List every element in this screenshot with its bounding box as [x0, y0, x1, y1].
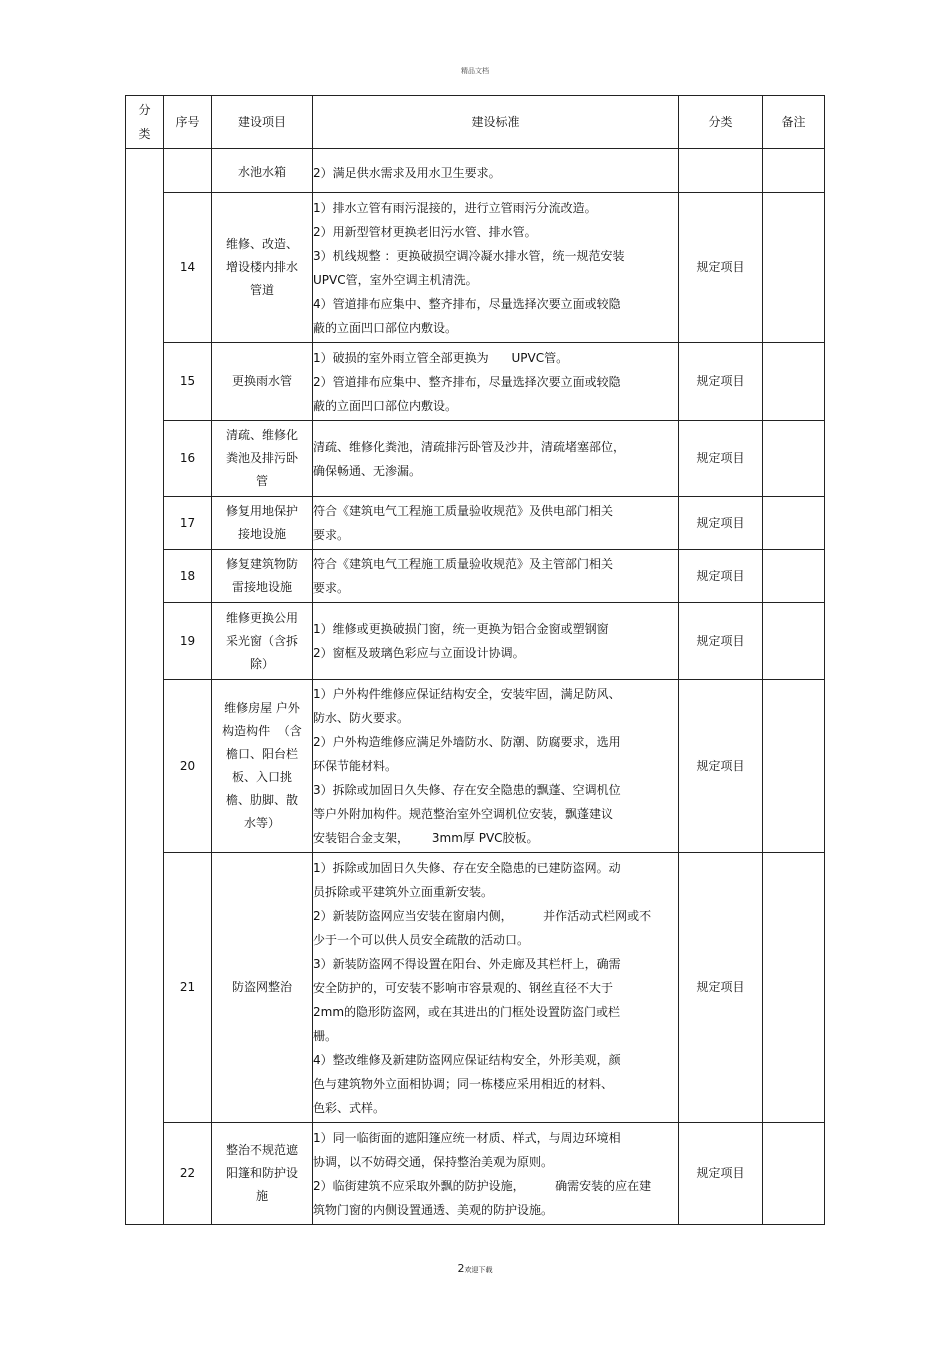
remark-cell [763, 421, 825, 497]
type-cell: 规定项目 [679, 193, 763, 343]
header-note: 精品文档 [461, 67, 489, 75]
type-cell: 规定项目 [679, 603, 763, 680]
number-cell: 16 [164, 421, 212, 497]
number-cell: 19 [164, 603, 212, 680]
standard-cell: 符合《建筑电气工程施工质量验收规范》及主管部门相关 要求。 [313, 550, 679, 603]
table-row [126, 343, 825, 421]
standard-cell: 1）排水立管有雨污混接的，进行立管雨污分流改造。 2）用新型管材更换老旧污水管、排水管。 3）机线规整 ：更换破损空调冷凝水排水管，统一规范安装 UPVC管，室外空调主机清洗。 4）管道排布应集中、整齐排布，尽量选择次要立面或较隐 蔽的立面凹口部位内敷设。 [313, 193, 679, 343]
header-project: 建设项目 [212, 96, 313, 149]
project-cell: 更换雨水管 [212, 343, 313, 421]
type-cell: 规定项目 [679, 853, 763, 1123]
standard-cell: 1）拆除或加固日久失修、存在安全隐患的已建防盗网。动 员拆除或平建筑外立面重新安装。 2）新装防盗网应当安装在窗扇内侧， 并作活动式栏网或不 少于一个可以供人员安全疏散的活动口。 3）新装防盗网不得设置在阳台、外走廊及其栏杆上，确需 安全防护的，可安装不影响市容景观的、钢丝直径不大于 2mm的隐形防盗网，或在其进出的门框处设置防盗门或栏 栅。 4）整改维修及新建防盗网应保证结构安全，外形美观，颜 色与建筑物外立面相协调；同一栋楼应采用相近的材料、 色彩、式样。 [313, 853, 679, 1123]
remark-cell [763, 193, 825, 343]
type-cell: 规定项目 [679, 1123, 763, 1225]
standard-cell: 1）维修或更换破损门窗，统一更换为铝合金窗或塑钢窗 2）窗框及玻璃色彩应与立面设计协调。 [313, 603, 679, 680]
page-number: 2 [457, 1262, 465, 1275]
header-type: 分类 [679, 96, 763, 149]
project-cell: 水池水箱 [212, 149, 313, 193]
number-cell: 17 [164, 497, 212, 550]
table-row [126, 603, 825, 680]
remark-cell [763, 853, 825, 1123]
number-cell [164, 149, 212, 193]
project-cell: 清疏、维修化 粪池及排污卧 管 [212, 421, 313, 497]
footer-text: 欢迎下载 [464, 1266, 493, 1274]
remark-cell [763, 343, 825, 421]
table-row [126, 193, 825, 343]
standard-cell: 1）同一临街面的遮阳篷应统一材质、样式，与周边环境相 协调，以不妨碍交通，保持整治美观为原则。 2）临街建筑不应采取外飘的防护设施， 确需安装的应在建 筑物门窗的内侧设置通透、美观的防护设施。 [313, 1123, 679, 1225]
table-row [126, 421, 825, 497]
number-cell: 20 [164, 680, 212, 853]
number-cell: 18 [164, 550, 212, 603]
type-cell [679, 149, 763, 193]
standard-cell: 2）满足供水需求及用水卫生要求。 [313, 149, 679, 193]
category-cell [126, 149, 164, 1225]
page-footer [0, 1262, 950, 1275]
number-cell: 14 [164, 193, 212, 343]
remark-cell [763, 1123, 825, 1225]
type-cell: 规定项目 [679, 343, 763, 421]
table-row [126, 680, 825, 853]
project-cell: 维修、改造、 增设楼内排水 管道 [212, 193, 313, 343]
type-cell: 规定项目 [679, 550, 763, 603]
project-cell: 修复用地保护 接地设施 [212, 497, 313, 550]
remark-cell [763, 680, 825, 853]
construction-standards-table [125, 95, 825, 1225]
table-row [126, 1123, 825, 1225]
standard-cell: 符合《建筑电气工程施工质量验收规范》及供电部门相关 要求。 [313, 497, 679, 550]
type-cell: 规定项目 [679, 421, 763, 497]
project-cell: 修复建筑物防 雷接地设施 [212, 550, 313, 603]
standard-cell: 1）户外构件维修应保证结构安全，安装牢固，满足防风、 防水、防火要求。 2）户外构造维修应满足外墙防水、防潮、防腐要求，选用 环保节能材料。 3）拆除或加固日久失修、存在安全隐患的飘蓬、空调机位 等户外附加构件。规范整治室外空调机位安装，飘蓬建议 安装铝合金支架， 3mm厚 PVC胶板。 [313, 680, 679, 853]
project-cell: 整治不规范遮 阳篷和防护设 施 [212, 1123, 313, 1225]
number-cell: 21 [164, 853, 212, 1123]
project-cell: 维修房屋 户外 构造构件 （含 檐口、阳台栏 板、入口挑 檐、肋脚、散 水等） [212, 680, 313, 853]
table-row [126, 550, 825, 603]
remark-cell [763, 149, 825, 193]
number-cell: 15 [164, 343, 212, 421]
standard-cell: 1）破损的室外雨立管全部更换为 UPVC管。 2）管道排布应集中、整齐排布，尽量选择次要立面或较隐 蔽的立面凹口部位内敷设。 [313, 343, 679, 421]
type-cell: 规定项目 [679, 680, 763, 853]
table-row [126, 149, 825, 193]
number-cell: 22 [164, 1123, 212, 1225]
table-header-row [126, 96, 825, 149]
project-cell: 维修更换公用 采光窗（含拆 除） [212, 603, 313, 680]
type-cell: 规定项目 [679, 497, 763, 550]
table-body [126, 149, 825, 1225]
standard-cell: 清疏、维修化粪池，清疏排污卧管及沙井，清疏堵塞部位， 确保畅通、无渗漏。 [313, 421, 679, 497]
table-row [126, 497, 825, 550]
project-cell: 防盗网整治 [212, 853, 313, 1123]
remark-cell [763, 603, 825, 680]
header-remark: 备注 [763, 96, 825, 149]
header-standard: 建设标准 [313, 96, 679, 149]
table-row [126, 853, 825, 1123]
header-category: 分 类 [126, 96, 164, 149]
remark-cell [763, 550, 825, 603]
header-number: 序号 [164, 96, 212, 149]
remark-cell [763, 497, 825, 550]
